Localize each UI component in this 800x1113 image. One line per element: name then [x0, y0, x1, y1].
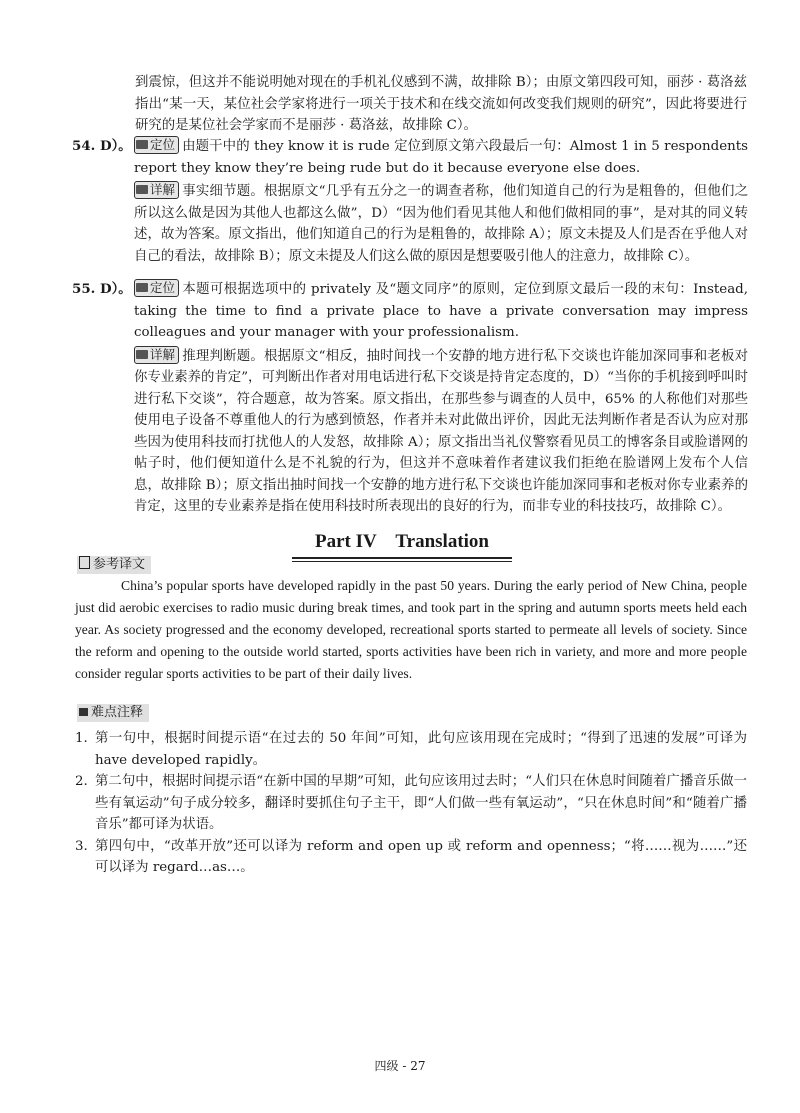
notes-heading — [77, 704, 149, 722]
locate-tag-label: 定位 — [150, 280, 176, 295]
reference-heading — [77, 556, 151, 574]
locate-tag — [134, 279, 179, 297]
explain-tag-label: 详解 — [150, 346, 176, 362]
locate-text: 本题可根据选项中的 privately 及“题文同序”的原则，定位到原文最后一段的末句：Instead, taking the time to find a private place to have a private conversation may impress colleagues and your manager with your professionalism. — [134, 282, 748, 340]
note-item — [75, 728, 747, 771]
note-number: 1. — [75, 731, 88, 746]
q53-tail-text: 到震惊，但这并不能说明她对现在的手机礼仪感到不满，故排除 B）；由原文第四段可知，丽莎 · 葛洛兹指出“某一天，某位社会学家将进行一项关于技术和在线交流如何改变我们规则的研究”，因此将要进行研究的是某位社会学家而不是丽莎 · 葛洛兹，故排除 C）。 — [135, 75, 747, 133]
note-text: 第二句中，根据时间提示语“在新中国的早期”可知，此句应该用过去时；“人们只在休息时间随着广播音乐做一些有氧运动”句子成分较多，翻译时要抓住句子主干，即“人们做一些有氧运动”，“只在休息时间”和“随着广播音乐”都可译为状语。 — [95, 774, 747, 832]
note-number: 3. — [75, 838, 88, 854]
folder-icon — [136, 283, 148, 292]
explain-tag-label: 详解 — [150, 182, 176, 197]
note-item — [75, 836, 747, 879]
notes-heading-label: 难点注释 — [91, 705, 144, 720]
note-text: 第一句中，根据时间提示语“在过去的 50 年间”可知，此句应该用现在完成时；“得到了迅速的发展”可译为 have developed rapidly。 — [95, 731, 747, 768]
note-number: 2. — [75, 774, 88, 789]
folder-icon — [136, 350, 148, 359]
translation-text: China’s popular sports have developed rapidly in the past 50 years. During the early period of New China, people just did aerobic exercises to radio music during break times, and took part in the spring and autumn sports meets held each year. As society progressed and the economy developed, recreational sports started to permeate all levels of society. Since the reform and opening to the outside world started, sports activities have been rich in variety, and more and more people consider regular sports activities to be part of their daily lives. — [75, 578, 747, 681]
locate-tag — [134, 136, 179, 154]
notebook-icon — [79, 708, 88, 716]
note-item — [75, 771, 747, 836]
reference-heading-label: 参考译文 — [93, 557, 146, 572]
locate-text: 由题干中的 they know it is rude 定位到原文第六段最后一句：Almost 1 in 5 respondents report they know they’re being rude but do it because everyone else does. — [134, 139, 748, 176]
page-footer: 四级 - 27 — [374, 1059, 426, 1073]
notes-list — [75, 728, 747, 879]
question-number: 54. D）。 — [72, 138, 132, 154]
note-text: 第四句中，“改革开放”还可以译为 reform and open up 或 reform and openness；“将……视为……”还可以译为 regard…as…。 — [95, 838, 747, 875]
folder-icon — [136, 185, 148, 194]
explain-text: 事实细节题。根据原文“几乎有五分之一的调查者称，他们知道自己的行为是粗鲁的，但他们之所以这么做是因为其他人也都这么做”，D）“因为他们看见其他人和他们做相同的事”，是对其的同义转述，故为答案。原文指出，他们知道自己的行为是粗鲁的，故排除 A）；原文未提及人们是否在乎他人对自己的看法，故排除 B）；原文未提及人们这么做的原因是想要吸引他人的注意力，故排除 C）。 — [134, 184, 748, 264]
part-title: Part IV Translation — [292, 526, 512, 559]
box-icon — [79, 556, 90, 569]
question-number: 55. D）。 — [72, 281, 132, 297]
explain-tag — [134, 181, 179, 199]
explain-tag — [134, 346, 179, 364]
question-55 — [72, 279, 748, 518]
locate-tag-label: 定位 — [150, 137, 176, 152]
question-54 — [72, 136, 748, 267]
folder-icon — [136, 140, 148, 149]
explain-text: 推理判断题。根据原文“相反，抽时间找一个安静的地方进行私下交谈也许能加深同事和老板对你专业素养的肯定”，可判断出作者对用电话进行私下交谈是持肯定态度的，D）“当你的手机接到呼叫时进行私下交谈”，符合题意，故为答案。原文指出，在那些参与调查的人员中，65% 的人称他们对那些使用电子设备不尊重他人的行为感到愤怒，作者并未对此做出评价，因此无法判断作者是否认为应对那些因为使用科技而打扰他人的人发怒，故排除 A）；原文指出当礼仪警察看见员工的博客条目或脸谱网的帖子时，他们便知道什么是不礼貌的行为，但这并不意味着作者建议我们拒绝在脸谱网上发布个人信息，故排除 B）；原文指出抽时间找一个安静的地方进行私下交谈也许能加深同事和老板对你专业素养的肯定，这里的专业素养是指在使用科技时所表现出的良好的行为，而非专业的科技技巧，故排除 C）。 — [134, 348, 748, 514]
